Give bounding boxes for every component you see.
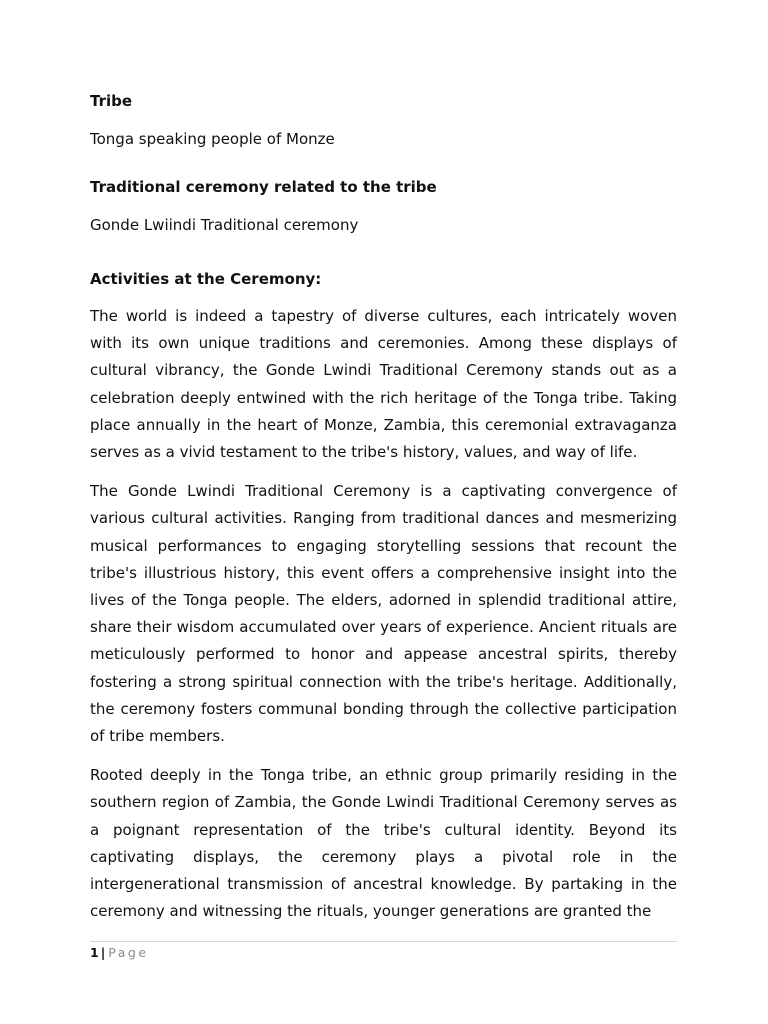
page-number: 1 <box>90 945 99 960</box>
footer-separator: | <box>100 945 106 960</box>
tribe-value: Tonga speaking people of Monze <box>90 130 335 148</box>
paragraph-3: Rooted deeply in the Tonga tribe, an ethnic group primarily residing in the southern region of Zambia, the Gonde Lwindi Traditional Ceremony serves as a poignant representation of the tribe's cultural identity. Beyond its captivating displays, the ceremony plays a pivotal role in the intergenerational transmission of ancestral knowledge. By partaking in the ceremony and witnessing the rituals, younger generations are granted the <box>90 766 677 921</box>
ceremony-heading: Traditional ceremony related to the tribe <box>90 178 437 196</box>
paragraph-2: The Gonde Lwindi Traditional Ceremony is a captivating convergence of various cultural activities. Ranging from traditional dances and mesmerizing musical performances to engaging storytelling sessions that recount the tribe's illustrious history, this event offers a comprehensive insight into the lives of the Tonga people. The elders, adorned in splendid traditional attire, share their wisdom accumulated over years of experience. Ancient rituals are meticulously performed to honor and appease ancestral spirits, thereby fostering a strong spiritual connection with the tribe's heritage. Additionally, the ceremony fosters communal bonding through the collective participation of tribe members. <box>90 482 677 746</box>
ceremony-value: Gonde Lwiindi Traditional ceremony <box>90 216 359 234</box>
tribe-heading: Tribe <box>90 92 133 110</box>
paragraph-1: The world is indeed a tapestry of diverse cultures, each intricately woven with its own unique traditions and ceremonies. Among these displays of cultural vibrancy, the Gonde Lwindi Traditional Ceremony stands out as a celebration deeply entwined with the rich heritage of the Tonga tribe. Taking place annually in the heart of Monze, Zambia, this ceremonial extravaganza serves as a vivid testament to the tribe's history, values, and way of life. <box>90 307 677 462</box>
page-label: Page <box>108 945 149 960</box>
activities-heading: Activities at the Ceremony: <box>90 270 322 288</box>
page-footer <box>90 941 677 962</box>
document-body <box>90 90 677 925</box>
